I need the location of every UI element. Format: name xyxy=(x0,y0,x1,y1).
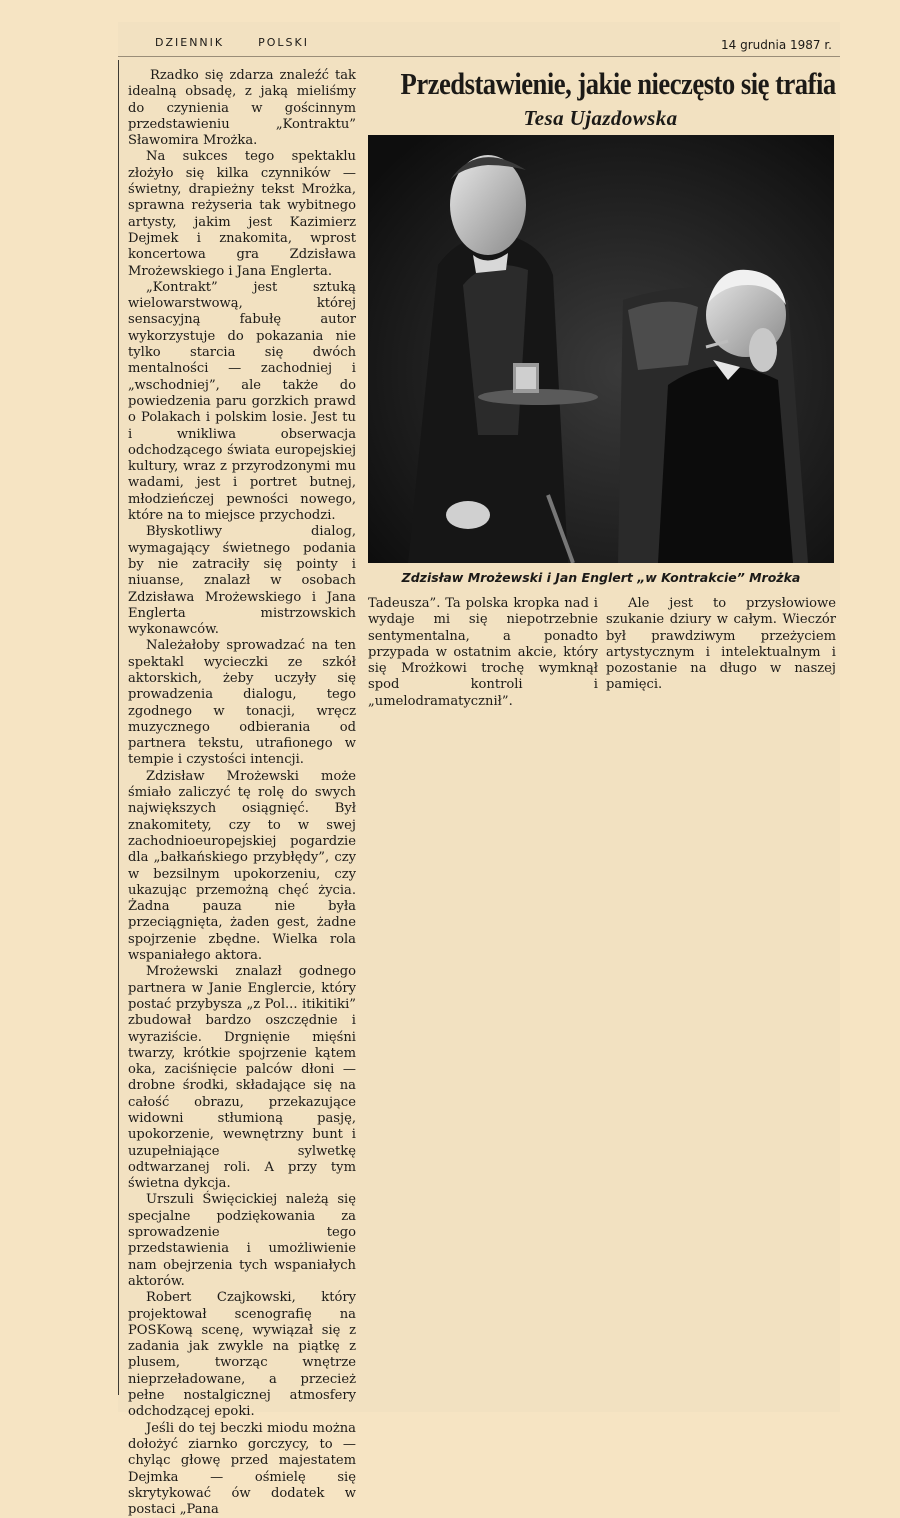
paragraph: Mrożewski znalazł godnego partnera w Janie Englercie, który postać przybysza „z Pol... itikitiki” zbudował bardzo oszczędnie i wyraziście. Drgnięnie mięśni twarzy, krótkie spojrzenie kątem oka, zaciśnięcie palców dłoni — drobne środki, składające się na całość obrazu, przekazujące widowni stłumioną pasję, upokorzenie, wewnętrzny bunt i uzupełniające sylwetkę odtwarzanej roli. A przy tym świetna dykcja. xyxy=(128,964,356,1192)
column-rule xyxy=(118,60,119,1395)
newspaper-name-word-1: DZIENNIK xyxy=(155,36,225,49)
paragraph: Rzadko się zdarza znaleźć tak idealną obsadę, z jaką mieliśmy do czynienia w gościnnym przedstawieniu „Kontraktu” Sławomira Mrożka. xyxy=(128,68,356,149)
paragraph: Jeśli do tej beczki miodu można dołożyć ziarnko gorczycy, to — chyląc głowę przed majestatem Dejmka — ośmielę się skrytykować ów dodatek w postaci „Pana xyxy=(128,1420,356,1518)
theatre-scene-photo xyxy=(368,135,834,563)
issue-date: 14 grudnia 1987 r. xyxy=(721,38,832,52)
article-title: Przedstawienie, jakie nieczęsto się trafia xyxy=(400,66,836,101)
photo-caption: Zdzisław Mrożewski i Jan Englert „w Kontrakcie” Mrożka xyxy=(401,570,801,585)
newspaper-name-word-2: POLSKI xyxy=(258,36,309,49)
article-column-1 xyxy=(128,68,356,1518)
paragraph: Urszuli Święcickiej należą się specjalne podziękowania za sprowadzenie tego przedstawienia i umożliwienie nam obejrzenia tych wspaniałych aktorów. xyxy=(128,1192,356,1289)
header-rule xyxy=(118,56,840,57)
masthead xyxy=(155,36,343,49)
article-photo xyxy=(368,135,834,563)
paragraph: Błyskotliwy dialog, wymagający świetnego podania by nie zatraciły się pointy i niuanse, znalazł w osobach Zdzisława Mrożewskiego i Jana Englerta mistrzowskich wykonawców. xyxy=(128,524,356,638)
paragraph: Należałoby sprowadzać na ten spektakl wycieczki ze szkół aktorskich, żeby uczyły się prowadzenia dialogu, tego zgodnego w tonacji, wręcz muzycznego odbierania od partnera tekstu, utrafionego w tempie i czystości intencji. xyxy=(128,638,356,768)
article-column-2 xyxy=(368,596,598,710)
paragraph: „Kontrakt” jest sztuką wielowarstwową, której sensacyjną fabułę autor wykorzystuje do pokazania nie tylko starcia się dwóch mentalności — zachodniej i „wschodniej”, ale także do powiedzenia paru gorzkich prawd o Polakach i polskim losie. Jest tu i wnikliwa obserwacja odchodzącego świata europejskiej kultury, wraz z przyrodzonymi mu wadami, jest i portret butnej, młodzieńczej pewności nowego, które na to miejsce przychodzi. xyxy=(128,279,356,524)
paragraph: Tadeusza”. Ta polska kropka nad i wydaje mi się niepotrzebnie sentymentalna, a ponadto przypada w ostatnim akcie, który się Mrożkowi trochę wymknął spod kontroli i „umelodramatycznił”. xyxy=(368,596,598,709)
paragraph: Na sukces tego spektaklu złożyło się kilka czynników — świetny, drapieżny tekst Mrożka, sprawna reżyseria tak wybitnego artysty, jakim jest Kazimierz Dejmek i znakomita, wprost koncertowa gra Zdzisława Mrożewskiego i Jana Englerta. xyxy=(128,149,356,279)
article-column-3 xyxy=(606,596,836,694)
paragraph: Robert Czajkowski, który projektował scenografię na POSKową scenę, wywiązał się z zadania jak zwykle na piątkę z plusem, tworząc wnętrze nieprzeładowane, a przecież pełne nostalgicznej atmosfery odchodzącej epoki. xyxy=(128,1290,356,1420)
article-author: Tesa Ujazdowska xyxy=(523,106,678,130)
paragraph: Zdzisław Mrożewski może śmiało zaliczyć tę rolę do swych największych osiągnięć. Był znakomitety, czy to w swej zachodnioeuropejskiej pogardzie dla „bałkańskiego przybłędy”, czy w bezsilnym upokorzeniu, czy ukazując przemożną chęć życia. Żadna pauza nie była przeciągnięta, żaden gest, żadne spojrzenie zbędne. Wielka rola wspaniałego aktora. xyxy=(128,768,356,964)
paragraph: Ale jest to przysłowiowe szukanie dziury w całym. Wieczór był prawdziwym przeżyciem artystycznym i intelektualnym i pozostanie na długo w naszej pamięci. xyxy=(606,596,836,693)
